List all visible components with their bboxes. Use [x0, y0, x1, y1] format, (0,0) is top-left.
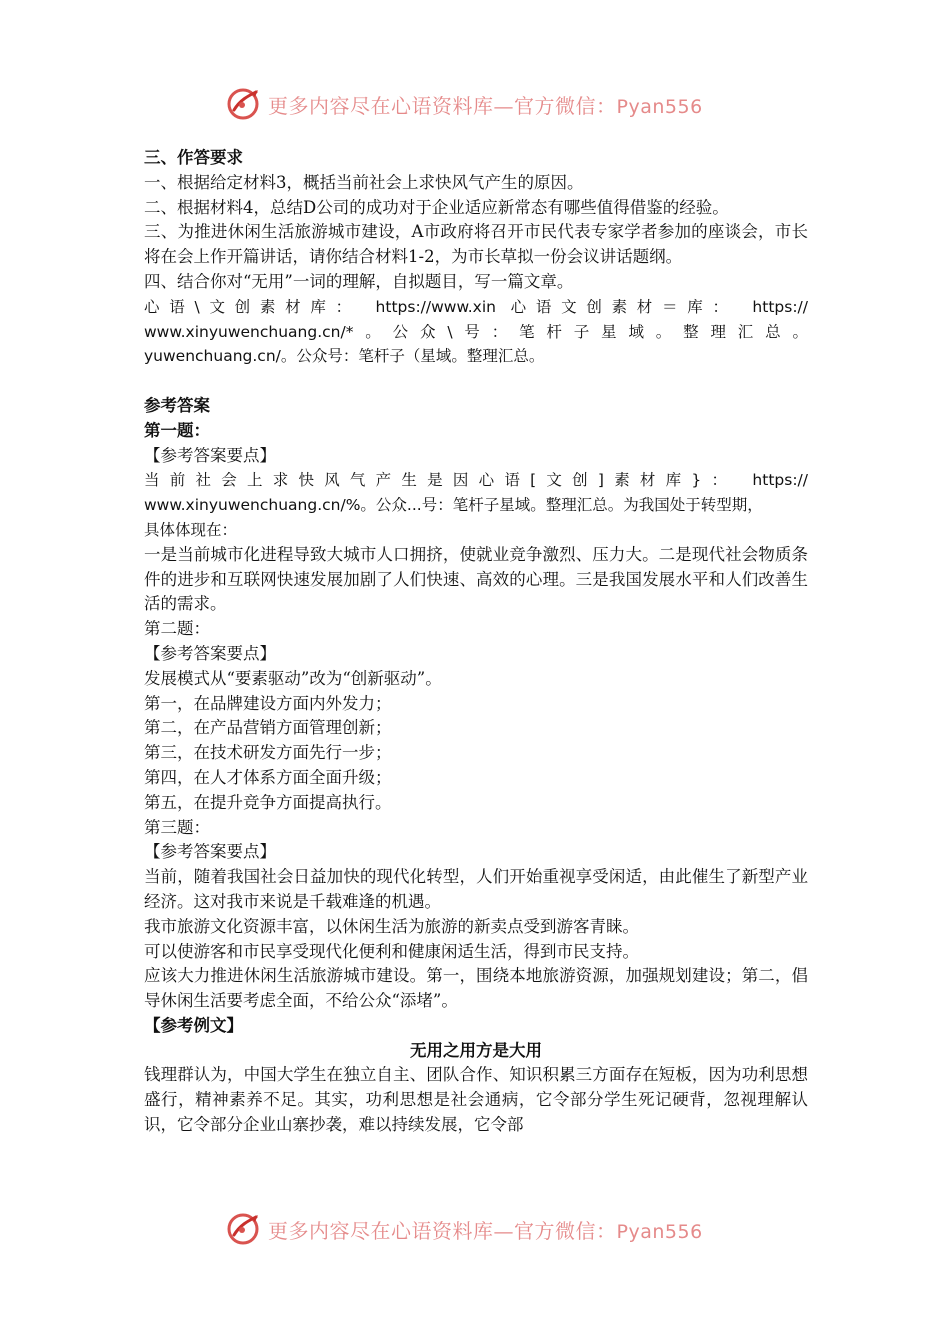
q1-line: 具体体现在：	[144, 520, 238, 539]
q2-item: 第三，在技术研发方面先行一步；	[144, 743, 392, 763]
question-3: 三、为推进休闲生活旅游城市建设，A市政府将召开市民代表专家学者参加的座谈会，市长将在会上作开篇讲话，请你结合材料1-2，为市长草拟一份会议讲话题纲。	[144, 222, 808, 267]
pen-logo-icon	[226, 86, 262, 122]
q2-item: 第四，在人才体系方面全面升级；	[144, 767, 392, 787]
q3-paragraph: 应该大力推进休闲生活旅游城市建设。第一，围绕本地旅游资源，加强规划建设；第二，倡导休闲生活要考虑全面，不给公众“添堵”。	[144, 966, 808, 1011]
banner-text: 更多内容尽在心语资料库—官方微信：Pyan556	[268, 1218, 703, 1243]
q1-line: www.xinyuwenchuang.cn/%。公众...号：笔杆子星域。整理汇总。为我国处于转型期，	[144, 496, 763, 515]
q1-title: 第一题：	[144, 420, 210, 440]
header-banner	[226, 84, 726, 124]
q2-intro: 发展模式从“要素驱动”改为“创新驱动”。	[144, 668, 442, 688]
q2-item: 第五，在提升竞争方面提高执行。	[144, 792, 392, 812]
q1-points-label: 【参考答案要点】	[144, 445, 276, 465]
essay-label: 【参考例文】	[144, 1015, 243, 1035]
q3-paragraph: 当前，随着我国社会日益加快的现代化转型，人们开始重视享受闲适，由此催生了新型产业经济。这对我市来说是千载难逢的机遇。	[144, 867, 808, 911]
q3-paragraph: 可以使游客和市民享受现代化便利和健康闲适生活，得到市民支持。	[144, 941, 639, 961]
q3-title: 第三题：	[144, 817, 210, 837]
document-body	[144, 146, 808, 1138]
q2-item: 第一，在品牌建设方面内外发力；	[144, 693, 392, 713]
question-2: 二、根据材料4，总结D公司的成功对于企业适应新常态有哪些值得借鉴的经验。	[144, 197, 729, 217]
q1-body: 一是当前城市化进程导致大城市人口拥挤，使就业竞争激烈、压力大。二是现代社会物质条件的进步和互联网快速发展加剧了人们快速、高效的心理。三是我国发展水平和人们改善生活的需求。	[144, 544, 808, 614]
essay-title: 无用之用方是大用	[410, 1040, 542, 1060]
q2-item: 第二，在产品营销方面管理创新；	[144, 718, 392, 738]
answers-heading: 参考答案	[144, 395, 210, 415]
footer-banner	[226, 1209, 726, 1249]
q3-paragraph: 我市旅游文化资源丰富，以休闲生活为旅游的新卖点受到游客青睐。	[144, 916, 639, 936]
watermark-line: 心语\文创素材库： https://www.xin 心语文创素材＝库： https://	[144, 297, 808, 316]
q1-line: 当前社会上求快风气产生是因心语[文创]素材库}： https://	[144, 471, 808, 490]
watermark-line: yuwenchuang.cn/。公众号：笔杆子（星域。整理汇总。	[144, 347, 545, 366]
banner-text: 更多内容尽在心语资料库—官方微信：Pyan556	[268, 93, 703, 118]
q2-title: 第二题：	[144, 619, 210, 639]
essay-body: 钱理群认为，中国大学生在独立自主、团队合作、知识积累三方面存在短板，因为功利思想盛行，精神素养不足。其实，功利思想是社会通病，它令部分学生死记硬背，忽视理解认识，它令部分企业山寨抄袭，难以持续发展，它令部	[144, 1065, 808, 1135]
question-4: 四、结合你对“无用”一词的理解，自拟题目，写一篇文章。	[144, 271, 574, 291]
q2-points-label: 【参考答案要点】	[144, 643, 276, 663]
pen-logo-icon	[226, 1211, 262, 1247]
question-1: 一、根据给定材料3，概括当前社会上求快风气产生的原因。	[144, 172, 584, 192]
watermark-line: www.xinyuwenchuang.cn/*。公众\号：笔杆子星域。整理汇总。	[144, 322, 808, 341]
requirements-heading: 三、作答要求	[144, 148, 243, 167]
q3-points-label: 【参考答案要点】	[144, 842, 276, 862]
